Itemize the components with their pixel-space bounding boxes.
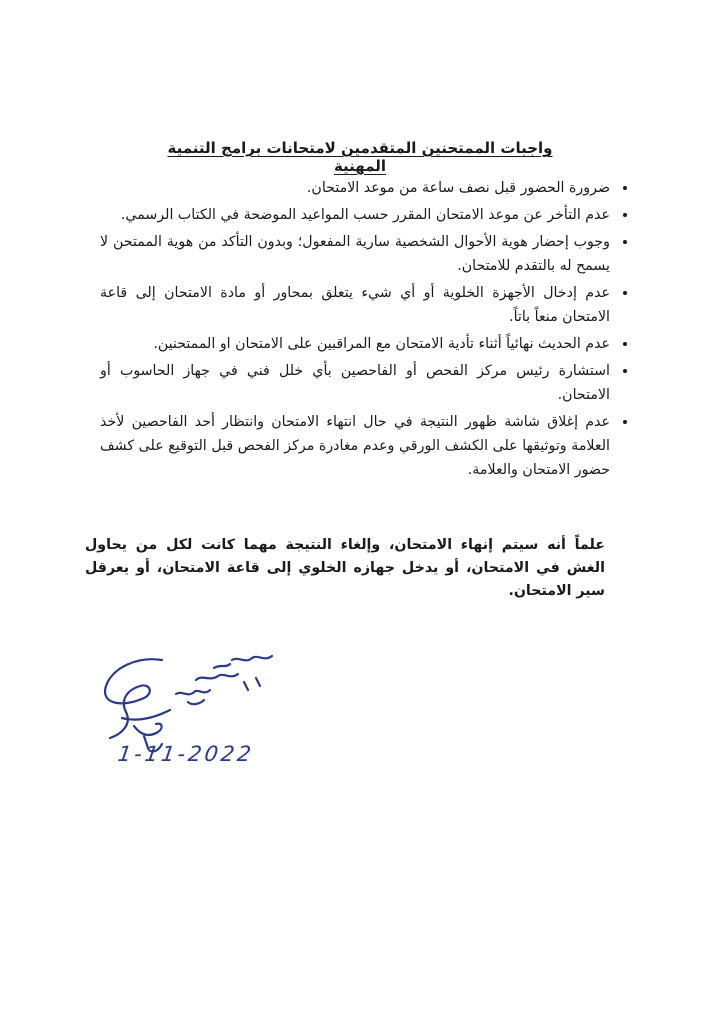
list-item: • عدم الحديث نهائياً أثناء تأدية الامتحان مع المراقبين على الامتحان او الممتحنين. [100, 332, 612, 356]
list-item: • ضرورة الحضور قبل نصف ساعة من موعد الامتحان. [100, 176, 612, 200]
list-item: • عدم إغلاق شاشة ظهور النتيجة في حال انتهاء الامتحان وانتظار أحد الفاحصين لأخذ العلامة وتوثيقها على الكشف الورقي وعدم مغادرة مركز الفحص قبل التوقيع على كشف حضور الامتحان والعلامة. [100, 410, 612, 482]
list-item: • عدم إدخال الأجهزة الخلوية أو أي شيء يتعلق بمحاور أو مادة الامتحان إلى قاعة الامتحان منعاً باتاً. [100, 281, 612, 329]
page-title: واجبات الممتحنين المتقدمين لامتحانات برامج التنمية المهنية [167, 139, 553, 175]
warning-notice: علماً أنه سيتم إنهاء الامتحان، وإلغاء النتيجة مهما كانت لكل من يحاول الغش في الامتحان، أو يدخل جهازه الخلوي إلى قاعة الامتحان، أو يعرقل سير الامتحان. [85, 537, 605, 599]
rules-list [100, 176, 634, 485]
list-item: • عدم التأخر عن موعد الامتحان المقرر حسب المواعيد الموضحة في الكتاب الرسمي. [100, 203, 612, 227]
list-item: • وجوب إحضار هوية الأحوال الشخصية سارية المفعول؛ وبدون التأكد من هوية الممتحن لا يسمح له بالتقدم للامتحان. [100, 230, 612, 278]
list-item: • استشارة رئيس مركز الفحص أو الفاحصين بأي خلل فني في جهاز الحاسوب أو الامتحان. [100, 359, 612, 407]
signature-date: 1-11-2022 [116, 742, 256, 766]
